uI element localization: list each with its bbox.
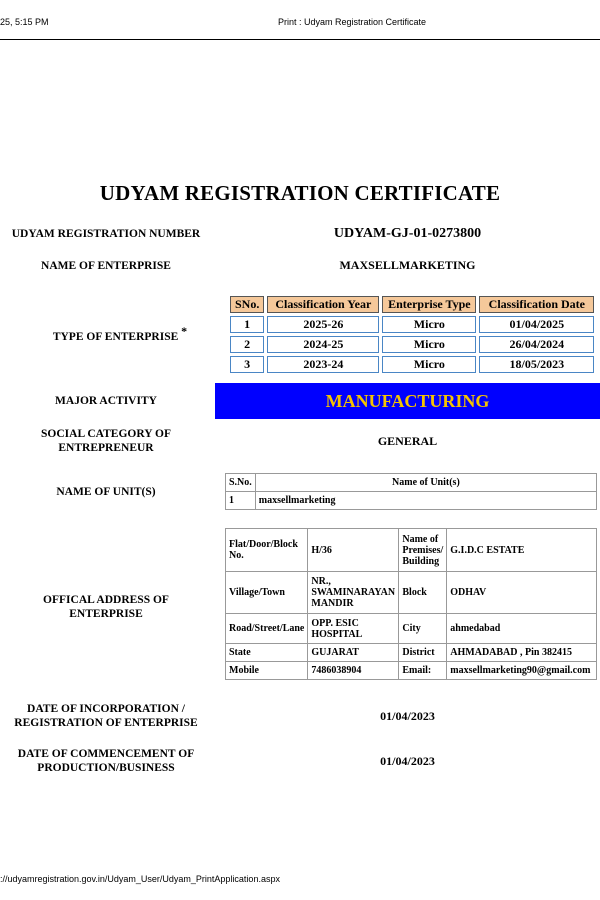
- incorporation-date: 01/04/2023: [380, 709, 435, 723]
- classification-cell: Micro: [382, 336, 476, 353]
- road-value: OPP. ESIC HOSPITAL: [308, 614, 399, 644]
- city-label: City: [399, 614, 447, 644]
- address-row: [226, 662, 597, 680]
- address-label-line1: OFFICAL ADDRESS OF: [43, 594, 169, 606]
- flat-value: H/36: [308, 529, 399, 572]
- classification-cell: 3: [230, 356, 264, 373]
- mobile-value: 7486038904: [308, 662, 399, 680]
- incorporation-label: [0, 702, 212, 730]
- incorporation-label-line2: REGISTRATION OF ENTERPRISE: [14, 717, 198, 729]
- units-row: [226, 492, 597, 510]
- units-header-row: [226, 474, 597, 492]
- commencement-label-line1: DATE OF COMMENCEMENT OF: [17, 748, 195, 760]
- premises-label: Name of Premises/ Building: [399, 529, 447, 572]
- address-row: [226, 644, 597, 662]
- classification-cell: 01/04/2025: [479, 316, 594, 333]
- state-label: State: [226, 644, 308, 662]
- classification-cell: Micro: [382, 356, 476, 373]
- units-cell-name: maxsellmarketing: [255, 492, 596, 510]
- address-label-line2: ENTERPRISE: [69, 608, 143, 620]
- classification-header-year: Classification Year: [267, 296, 379, 313]
- classification-header-type: Enterprise Type: [382, 296, 476, 313]
- certificate-title: UDYAM REGISTRATION CERTIFICATE: [99, 181, 501, 205]
- units-header-name: Name of Unit(s): [255, 474, 596, 492]
- classification-table: [227, 293, 597, 376]
- email-label: Email:: [399, 662, 447, 680]
- print-title: Print : Udyam Registration Certificate: [278, 17, 427, 27]
- district-label: District: [399, 644, 447, 662]
- classification-cell: 1: [230, 316, 264, 333]
- major-activity-value: MANUFACTURING: [215, 383, 600, 419]
- classification-cell: 2023-24: [267, 356, 379, 373]
- classification-cell: 18/05/2023: [479, 356, 594, 373]
- address-row: [226, 529, 597, 572]
- enterprise-name-value: MAXSELLMARKETING: [339, 258, 476, 272]
- road-label: Road/Street/Lane: [226, 614, 308, 644]
- enterprise-type-label: [30, 324, 210, 344]
- classification-cell: 2024-25: [267, 336, 379, 353]
- classification-header-sno: SNo.: [230, 296, 264, 313]
- commencement-label-line2: PRODUCTION/BUSINESS: [37, 762, 175, 774]
- classification-cell: 2: [230, 336, 264, 353]
- unit-names-label: NAME OF UNIT(S): [56, 486, 156, 498]
- address-table: [225, 528, 597, 680]
- enterprise-type-marker: *: [181, 324, 188, 338]
- units-header-sno: S.No.: [226, 474, 256, 492]
- classification-header-date: Classification Date: [479, 296, 594, 313]
- flat-label: Flat/Door/Block No.: [226, 529, 308, 572]
- social-category-label: [0, 427, 212, 455]
- address-label: [0, 593, 212, 621]
- village-label: Village/Town: [226, 572, 308, 614]
- classification-cell: 2025-26: [267, 316, 379, 333]
- email-value: maxsellmarketing90@gmail.com: [447, 662, 597, 680]
- registration-number-label: UDYAM REGISTRATION NUMBER: [11, 228, 201, 240]
- incorporation-label-line1: DATE OF INCORPORATION /: [27, 703, 185, 715]
- social-category-value: GENERAL: [377, 434, 438, 448]
- block-value: ODHAV: [447, 572, 597, 614]
- block-label: Block: [399, 572, 447, 614]
- units-table: [225, 473, 597, 510]
- mobile-label: Mobile: [226, 662, 308, 680]
- city-value: ahmedabad: [447, 614, 597, 644]
- social-category-label-line2: ENTREPRENEUR: [58, 442, 154, 454]
- units-cell-sno: 1: [226, 492, 256, 510]
- commencement-label: [0, 747, 212, 775]
- state-value: GUJARAT: [308, 644, 399, 662]
- commencement-date: 01/04/2023: [380, 754, 435, 768]
- address-row: [226, 614, 597, 644]
- enterprise-type-label-text: TYPE OF ENTERPRISE: [52, 330, 179, 343]
- classification-row: [230, 356, 594, 373]
- social-category-label-line1: SOCIAL CATEGORY OF: [41, 428, 171, 440]
- village-value: NR., SWAMINARAYAN MANDIR: [308, 572, 399, 614]
- print-datetime: 25, 5:15 PM: [0, 17, 49, 27]
- premises-value: G.I.D.C ESTATE: [447, 529, 597, 572]
- enterprise-name-label: NAME OF ENTERPRISE: [41, 260, 171, 272]
- classification-cell: Micro: [382, 316, 476, 333]
- address-row: [226, 572, 597, 614]
- footer-url: ://udyamregistration.gov.in/Udyam_User/Udyam_PrintApplication.aspx: [0, 874, 280, 884]
- classification-row: [230, 316, 594, 333]
- district-value: AHMADABAD , Pin 382415: [447, 644, 597, 662]
- major-activity-label: MAJOR ACTIVITY: [55, 395, 157, 407]
- print-header: [0, 0, 600, 40]
- classification-row: [230, 336, 594, 353]
- classification-header-row: [230, 296, 594, 313]
- registration-number-value: UDYAM-GJ-01-0273800: [333, 226, 482, 241]
- classification-cell: 26/04/2024: [479, 336, 594, 353]
